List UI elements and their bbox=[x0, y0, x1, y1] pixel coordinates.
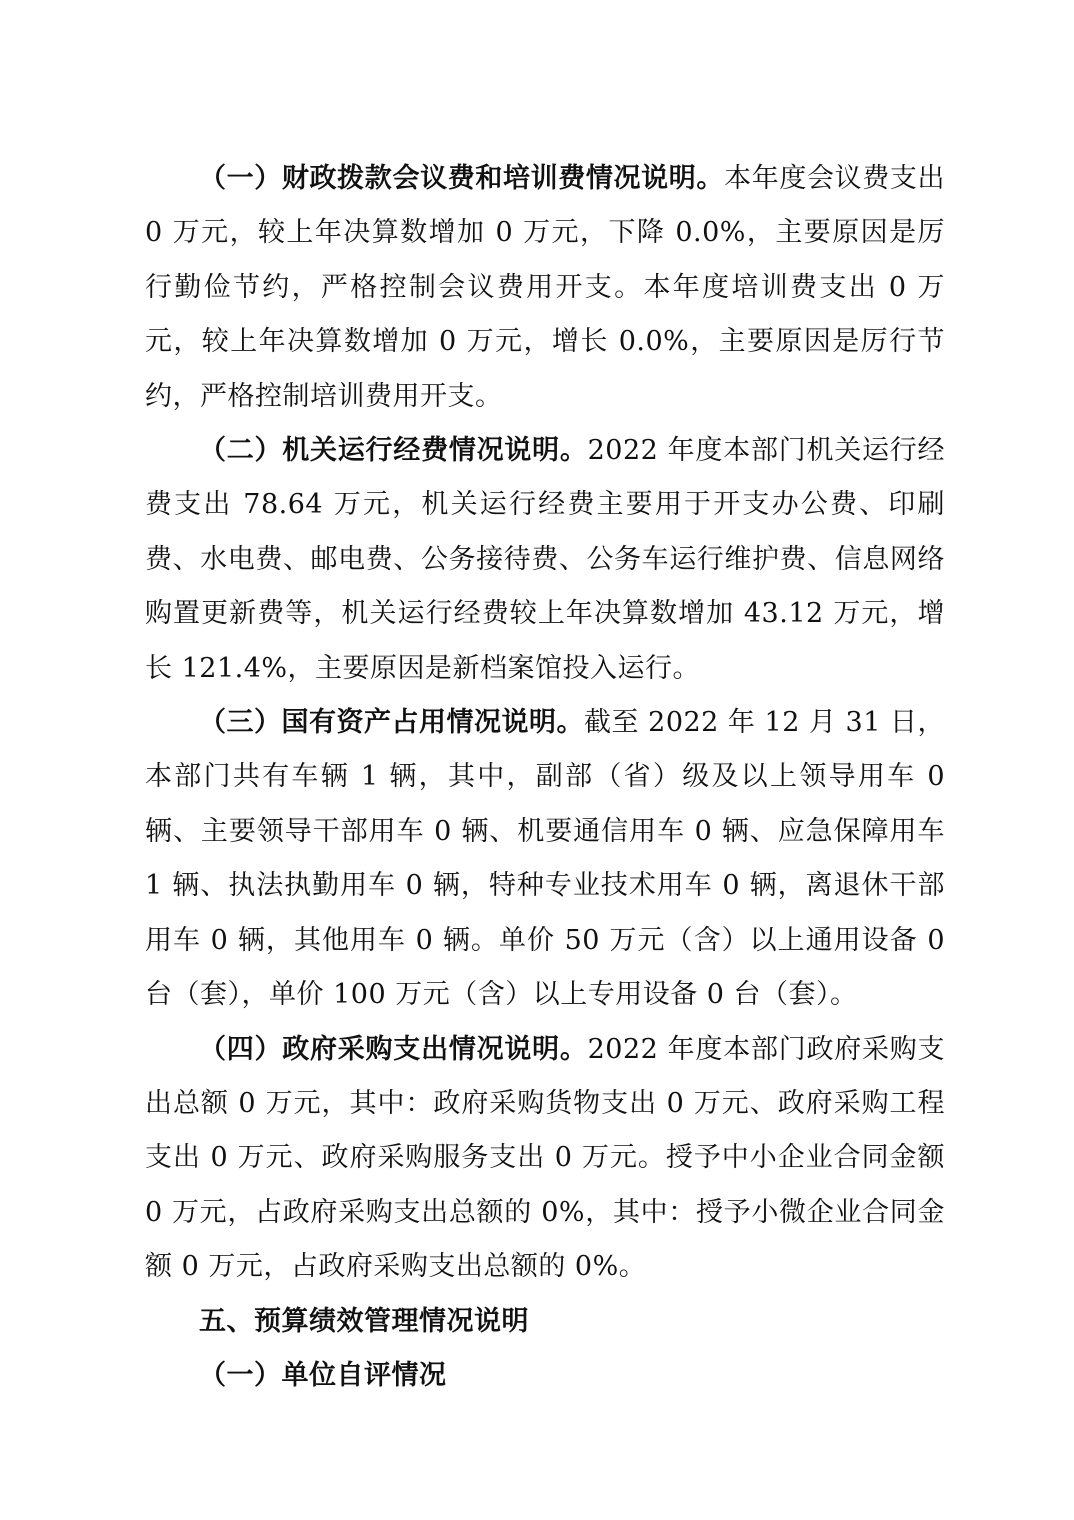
section-lead: （二）机关运行经费情况说明。 bbox=[199, 435, 588, 467]
section-meeting-training bbox=[145, 152, 945, 424]
document-body bbox=[145, 152, 945, 1403]
section-government-procurement bbox=[145, 1023, 945, 1295]
section-state-assets bbox=[145, 696, 945, 1022]
section-lead: （一）财政拨款会议费和培训费情况说明。 bbox=[199, 163, 725, 194]
section-body: 2022 年度本部门机关运行经费支出 78.64 万元，机关运行经费主要用于开支办公费、印刷费、水电费、邮电费、公务接待费、公务车运行维护费、信息网络购置更新费等，机关运行经费较上年决算数增加 43.12 万元，增长 121.4%，主要原因是新档案馆投入运行。 bbox=[145, 435, 946, 684]
section-lead: （四）政府采购支出情况说明。 bbox=[199, 1033, 588, 1065]
section-operating-expenses bbox=[145, 424, 945, 696]
section-body: 本年度会议费支出 0 万元，较上年决算数增加 0 万元，下降 0.0%，主要原因是厉行勤俭节约，严格控制会议费用开支。本年度培训费支出 0 万元，较上年决算数增加 0 万元，增长 0.0%，主要原因是厉行节约，严格控制培训费用开支。 bbox=[145, 163, 946, 412]
heading-performance-management: 五、预算绩效管理情况说明 bbox=[199, 1305, 529, 1337]
section-body: 2022 年度本部门政府采购支出总额 0 万元，其中：政府采购货物支出 0 万元、政府采购工程支出 0 万元、政府采购服务支出 0 万元。授予中小企业合同金额 0 万元，占政府采购支出总额的 0%，其中：授予小微企业合同金额 0 万元，占政府采购支出总额的 0%。 bbox=[145, 1033, 946, 1283]
section-body: 截至 2022 年 12 月 31 日，本部门共有车辆 1 辆，其中，副部（省）级及以上领导用车 0 辆、主要领导干部用车 0 辆、机要通信用车 0 辆、应急保障用车 1 辆、执法执勤用车 0 辆，特种专业技术用车 0 辆，离退休干部用车 0 辆，其他用车 0 辆。单价 50 万元（含）以上通用设备 0 台（套），单价 100 万元（含）以上专用设备 0 台（套）。 bbox=[145, 707, 946, 1011]
section-lead: （三）国有资产占用情况说明。 bbox=[199, 707, 585, 739]
heading-self-evaluation: （一）单位自评情况 bbox=[199, 1359, 447, 1391]
